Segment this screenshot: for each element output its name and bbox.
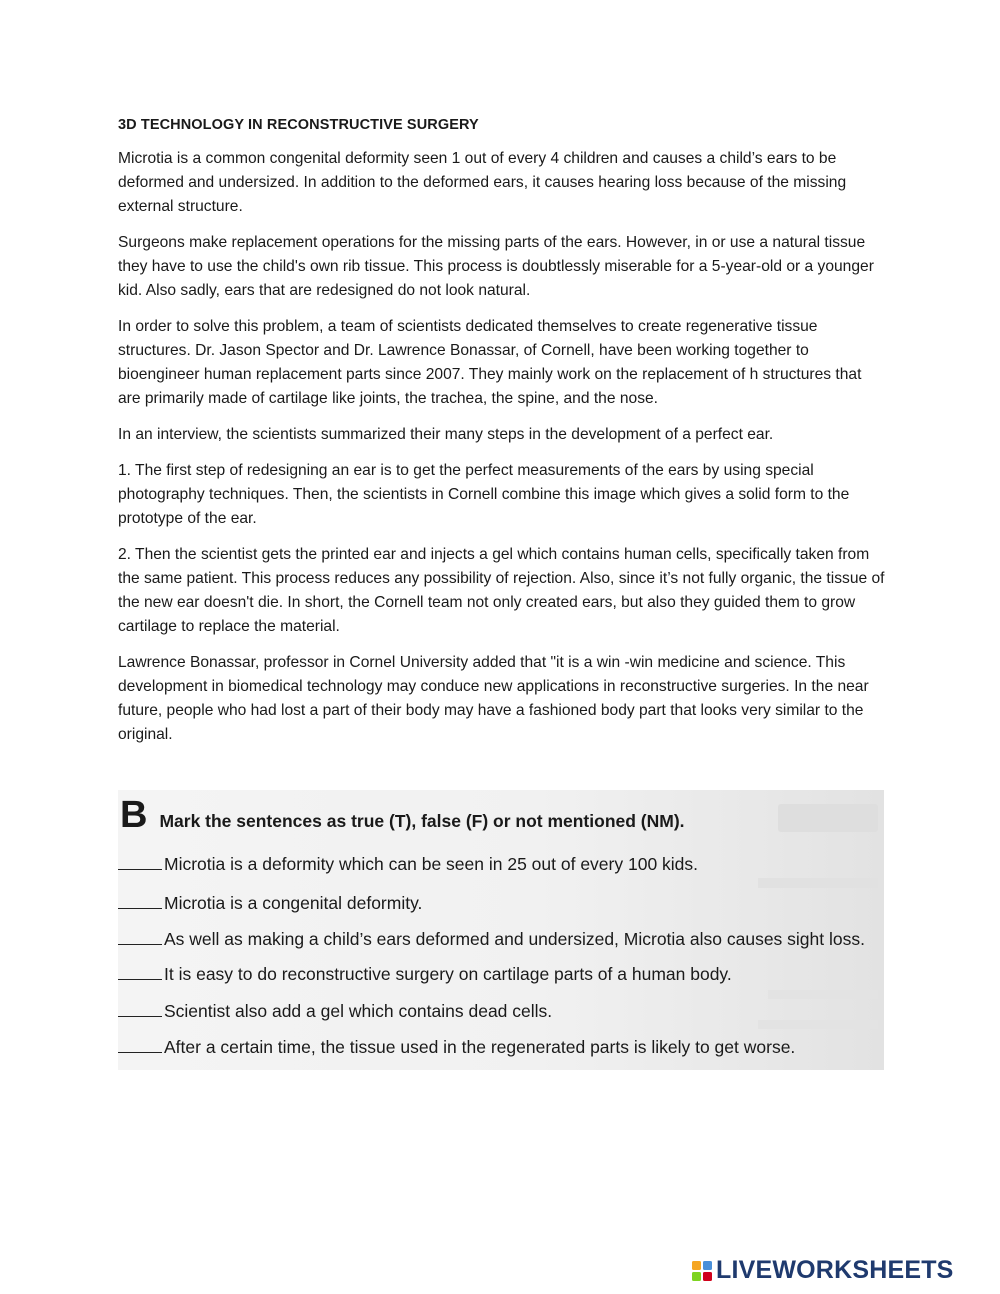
answer-blank[interactable] (118, 930, 162, 945)
exercise-letter: B (120, 794, 148, 836)
logo-block (703, 1261, 712, 1270)
liveworksheets-logo (692, 1256, 954, 1285)
answer-blank[interactable] (118, 1002, 162, 1017)
exercise-scan (118, 790, 884, 1070)
worksheet-text (118, 117, 888, 759)
exercise-item (118, 1001, 552, 1022)
exercise-item-text: After a certain time, the tissue used in the regenerated parts is likely to get worse. (164, 1037, 796, 1057)
exercise-item-text: Microtia is a deformity which can be seen in 25 out of every 100 kids. (164, 854, 699, 874)
exercise-item-text: It is easy to do reconstructive surgery on cartilage parts of a human body. (164, 964, 732, 984)
logo-block (692, 1272, 701, 1281)
scan-bleed-decoration (768, 990, 878, 999)
logo-block (703, 1272, 712, 1281)
exercise-item (118, 964, 732, 985)
paragraph: In order to solve this problem, a team of scientists dedicated themselves to create regenerative tissue structures. Dr. Jason Spector and Dr. Lawrence Bonassar, of Cornell, have been working together to bioengineer human replacement parts since 2007. They mainly work on the replacement of h structures that are primarily made of cartilage like joints, the trachea, the spine, and the nose. (118, 318, 862, 407)
paragraph: Lawrence Bonassar, professor in Cornel University added that "it is a win -win medicine and science. This development in biomedical technology may conduce new applications in reconstructive surgeries. In the near future, people who had lost a part of their body may have a fashioned body part that looks very similar to the original. (118, 654, 869, 743)
paragraph: Microtia is a common congenital deformity seen 1 out of every 4 children and causes a child’s ears to be deformed and undersized. In addition to the deformed ears, it causes hearing loss because of the missing external structure. (118, 150, 847, 215)
paragraph: In an interview, the scientists summarized their many steps in the development of a perfect ear. (118, 426, 774, 443)
exercise-item (118, 893, 422, 914)
exercise-item (118, 854, 698, 875)
exercise-instruction: Mark the sentences as true (T), false (F) or not mentioned (NM). (159, 811, 685, 831)
logo-text: LIVEWORKSHEETS (716, 1256, 954, 1284)
exercise-item (118, 1037, 795, 1058)
answer-blank[interactable] (118, 855, 162, 870)
answer-blank[interactable] (118, 894, 162, 909)
paragraph: 2. Then the scientist gets the printed ear and injects a gel which contains human cells, specifically taken from the same patient. This process reduces any possibility of rejection. Also, since it’s not fully organic, the tissue of the new ear doesn't die. In short, the Cornell team not only created ears, but also they guided them to grow cartilage to replace the material. (118, 546, 885, 635)
paragraph: Surgeons make replacement operations for the missing parts of the ears. However, in or use a natural tissue they have to use the child's own rib tissue. This process is doubtlessly miserable for a 5-year-old or a younger kid. Also sadly, ears that are redesigned do not look natural. (118, 234, 874, 299)
exercise-item (118, 929, 865, 950)
answer-blank[interactable] (118, 965, 162, 980)
exercise-item-text: As well as making a child’s ears deformed and undersized, Microtia also causes sight loss. (164, 929, 865, 949)
paragraph: 1. The first step of redesigning an ear is to get the perfect measurements of the ears by using special photography techniques. Then, the scientists in Cornell combine this image which gives a solid form to the prototype of the ear. (118, 462, 850, 527)
scan-bleed-decoration (778, 804, 878, 832)
exercise-header (120, 796, 685, 834)
logo-blocks-icon (692, 1261, 712, 1281)
exercise-item-text: Microtia is a congenital deformity. (164, 893, 423, 913)
logo-block (692, 1261, 701, 1270)
scan-bleed-decoration (758, 1020, 878, 1029)
document-title: 3D TECHNOLOGY IN RECONSTRUCTIVE SURGERY (118, 117, 479, 133)
scan-bleed-decoration (758, 878, 878, 888)
answer-blank[interactable] (118, 1038, 162, 1053)
exercise-item-text: Scientist also add a gel which contains dead cells. (164, 1001, 553, 1021)
